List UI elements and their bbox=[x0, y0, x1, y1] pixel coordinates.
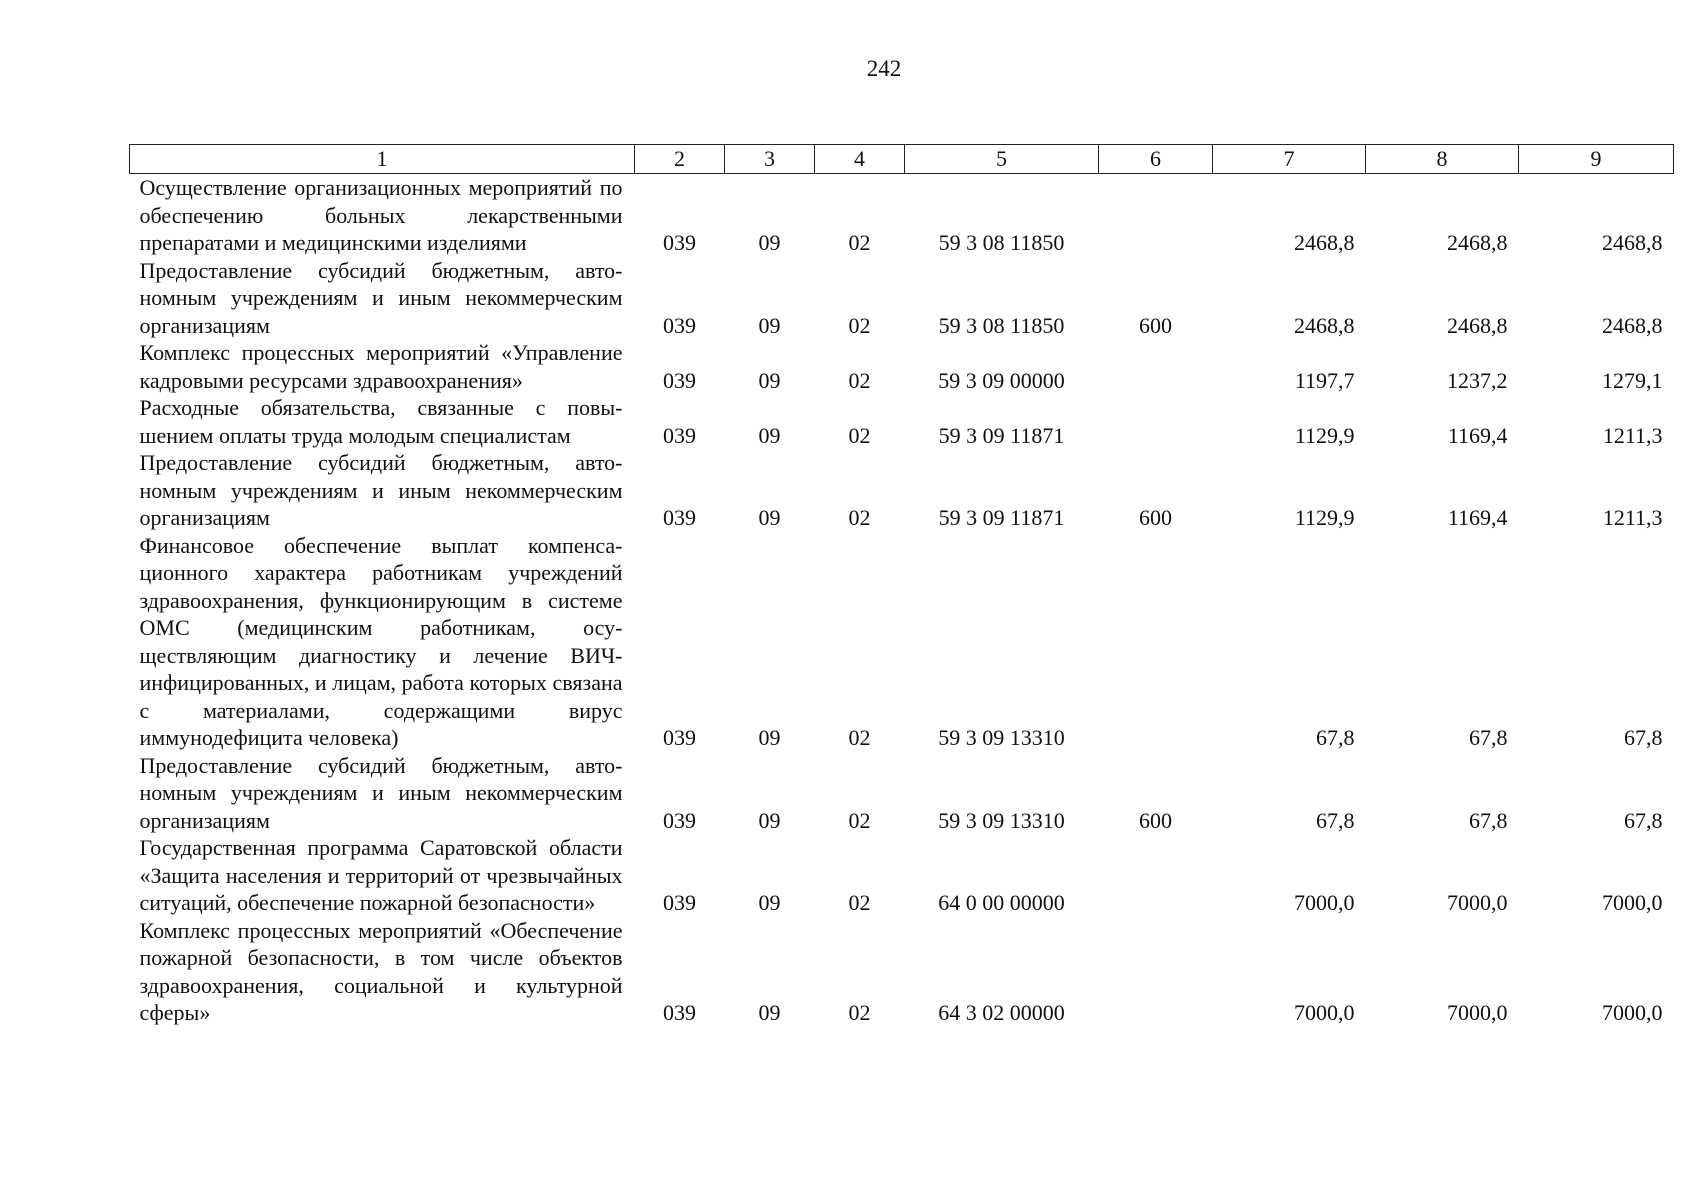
row-description: Расходные обязательства, связанные с повышением оплаты труда молодым специалистам bbox=[139, 395, 623, 448]
ministry-code: 039 bbox=[663, 890, 696, 915]
ministry-code: 039 bbox=[663, 312, 696, 338]
table-row bbox=[130, 394, 1674, 449]
amount-year-3: 1211,3 bbox=[1602, 505, 1663, 530]
table-row bbox=[130, 532, 1674, 752]
expense-type-code bbox=[1099, 174, 1213, 257]
amount-year-2: 1169,4 bbox=[1447, 505, 1508, 530]
amount-year-2: 7000,0 bbox=[1447, 1000, 1508, 1025]
amount-year-3: 1211,3 bbox=[1602, 422, 1663, 448]
amount-year-1: 7000,0 bbox=[1294, 890, 1355, 915]
column-header-9: 9 bbox=[1519, 145, 1674, 174]
ministry-code: 039 bbox=[663, 367, 696, 393]
column-header-4: 4 bbox=[815, 145, 905, 174]
amount-year-2: 1237,2 bbox=[1447, 367, 1508, 393]
table-row bbox=[130, 917, 1674, 1027]
amount-year-2: 7000,0 bbox=[1447, 890, 1508, 915]
amount-year-3: 67,8 bbox=[1624, 807, 1663, 833]
row-description: Комплекс процессных мероприятий «Управление кадровыми ресурсами здравоохранения» bbox=[139, 340, 623, 393]
amount-year-1: 67,8 bbox=[1316, 725, 1355, 750]
table-row bbox=[130, 834, 1674, 917]
amount-year-3: 7000,0 bbox=[1602, 1000, 1663, 1025]
row-description: Финансовое обеспечение выплат компенсационного характера работникам учреждений здравоохранения, функционирующим в системе ОМС (медицинским работникам, осуществляющим диагностику и лечение ВИЧ-инфицированных, и лицам, работа которых связана с материалами, содержащими вирус иммунодефицита человека) bbox=[139, 532, 623, 750]
subsection-code: 02 bbox=[848, 230, 871, 255]
target-article-code: 59 3 09 00000 bbox=[938, 367, 1065, 393]
amount-year-1: 2468,8 bbox=[1294, 230, 1355, 255]
amount-year-2: 67,8 bbox=[1469, 725, 1508, 750]
row-description: Осуществление организационных мероприятий по обеспечению больных лекарственными препаратами и медицинскими изделиями bbox=[139, 175, 623, 255]
expense-type-code bbox=[1099, 394, 1213, 449]
target-article-code: 59 3 09 13310 bbox=[938, 807, 1065, 833]
table-row bbox=[130, 257, 1674, 340]
target-article-code: 59 3 08 11850 bbox=[938, 312, 1065, 338]
section-code: 09 bbox=[758, 505, 781, 530]
section-code: 09 bbox=[758, 367, 781, 393]
section-code: 09 bbox=[758, 230, 781, 255]
subsection-code: 02 bbox=[848, 725, 871, 750]
amount-year-3: 7000,0 bbox=[1602, 890, 1663, 915]
table-body bbox=[130, 174, 1674, 1027]
ministry-code: 039 bbox=[663, 807, 696, 833]
target-article-code: 59 3 08 11850 bbox=[938, 230, 1065, 255]
section-code: 09 bbox=[758, 1000, 781, 1025]
target-article-code: 64 0 00 00000 bbox=[938, 890, 1065, 915]
expense-type-code: 600 bbox=[1139, 505, 1172, 530]
expense-type-code: 600 bbox=[1139, 807, 1172, 833]
table-row bbox=[130, 752, 1674, 835]
column-header-3: 3 bbox=[725, 145, 815, 174]
amount-year-2: 1169,4 bbox=[1447, 422, 1508, 448]
expense-type-code bbox=[1099, 917, 1213, 1027]
expense-type-code bbox=[1099, 532, 1213, 752]
subsection-code: 02 bbox=[848, 505, 871, 530]
ministry-code: 039 bbox=[663, 505, 696, 530]
table-row bbox=[130, 339, 1674, 394]
subsection-code: 02 bbox=[848, 367, 871, 393]
row-description: Государственная программа Саратовской области «Защита населения и территорий от чрезвычайных ситуаций, обеспечение пожарной безопасности» bbox=[139, 835, 623, 915]
section-code: 09 bbox=[758, 807, 781, 833]
amount-year-1: 67,8 bbox=[1316, 807, 1355, 833]
subsection-code: 02 bbox=[848, 890, 871, 915]
column-header-2: 2 bbox=[635, 145, 725, 174]
expense-type-code bbox=[1099, 339, 1213, 394]
amount-year-3: 2468,8 bbox=[1602, 230, 1663, 255]
amount-year-2: 2468,8 bbox=[1447, 230, 1508, 255]
column-header-1: 1 bbox=[130, 145, 635, 174]
row-description: Комплекс процессных мероприятий «Обеспечение пожарной безопасности, в том числе объектов здравоохранения, социальной и культурной сферы» bbox=[139, 917, 623, 1025]
row-description: Предоставление субсидий бюджетным, автономным учреждениям и иным некоммерческим организациям bbox=[139, 450, 623, 530]
column-header-6: 6 bbox=[1099, 145, 1213, 174]
amount-year-1: 1129,9 bbox=[1294, 422, 1355, 448]
ministry-code: 039 bbox=[663, 1000, 696, 1025]
amount-year-1: 2468,8 bbox=[1294, 312, 1355, 338]
amount-year-3: 1279,1 bbox=[1602, 367, 1663, 393]
expense-type-code bbox=[1099, 834, 1213, 917]
column-number-row bbox=[130, 145, 1674, 174]
amount-year-2: 67,8 bbox=[1469, 807, 1508, 833]
target-article-code: 59 3 09 11871 bbox=[938, 422, 1065, 448]
subsection-code: 02 bbox=[848, 807, 871, 833]
ministry-code: 039 bbox=[663, 725, 696, 750]
amount-year-2: 2468,8 bbox=[1447, 312, 1508, 338]
ministry-code: 039 bbox=[663, 230, 696, 255]
target-article-code: 59 3 09 13310 bbox=[938, 725, 1065, 750]
amount-year-1: 1129,9 bbox=[1294, 505, 1355, 530]
row-description: Предоставление субсидий бюджетным, автономным учреждениям и иным некоммерческим организациям bbox=[139, 257, 623, 338]
amount-year-1: 7000,0 bbox=[1294, 1000, 1355, 1025]
subsection-code: 02 bbox=[848, 1000, 871, 1025]
row-description: Предоставление субсидий бюджетным, автономным учреждениям и иным некоммерческим организациям bbox=[139, 752, 623, 833]
target-article-code: 64 3 02 00000 bbox=[938, 1000, 1065, 1025]
column-header-8: 8 bbox=[1366, 145, 1519, 174]
table-row bbox=[130, 449, 1674, 532]
ministry-code: 039 bbox=[663, 422, 696, 448]
section-code: 09 bbox=[758, 312, 781, 338]
page-number: 242 bbox=[866, 56, 902, 81]
target-article-code: 59 3 09 11871 bbox=[938, 505, 1065, 530]
column-header-5: 5 bbox=[905, 145, 1099, 174]
table-row bbox=[130, 174, 1674, 257]
subsection-code: 02 bbox=[848, 422, 871, 448]
amount-year-3: 67,8 bbox=[1624, 725, 1663, 750]
expense-type-code: 600 bbox=[1139, 312, 1172, 338]
budget-table bbox=[129, 144, 1674, 1027]
section-code: 09 bbox=[758, 890, 781, 915]
column-header-7: 7 bbox=[1213, 145, 1366, 174]
subsection-code: 02 bbox=[848, 312, 871, 338]
section-code: 09 bbox=[758, 725, 781, 750]
section-code: 09 bbox=[758, 422, 781, 448]
amount-year-1: 1197,7 bbox=[1294, 367, 1355, 393]
amount-year-3: 2468,8 bbox=[1602, 312, 1663, 338]
